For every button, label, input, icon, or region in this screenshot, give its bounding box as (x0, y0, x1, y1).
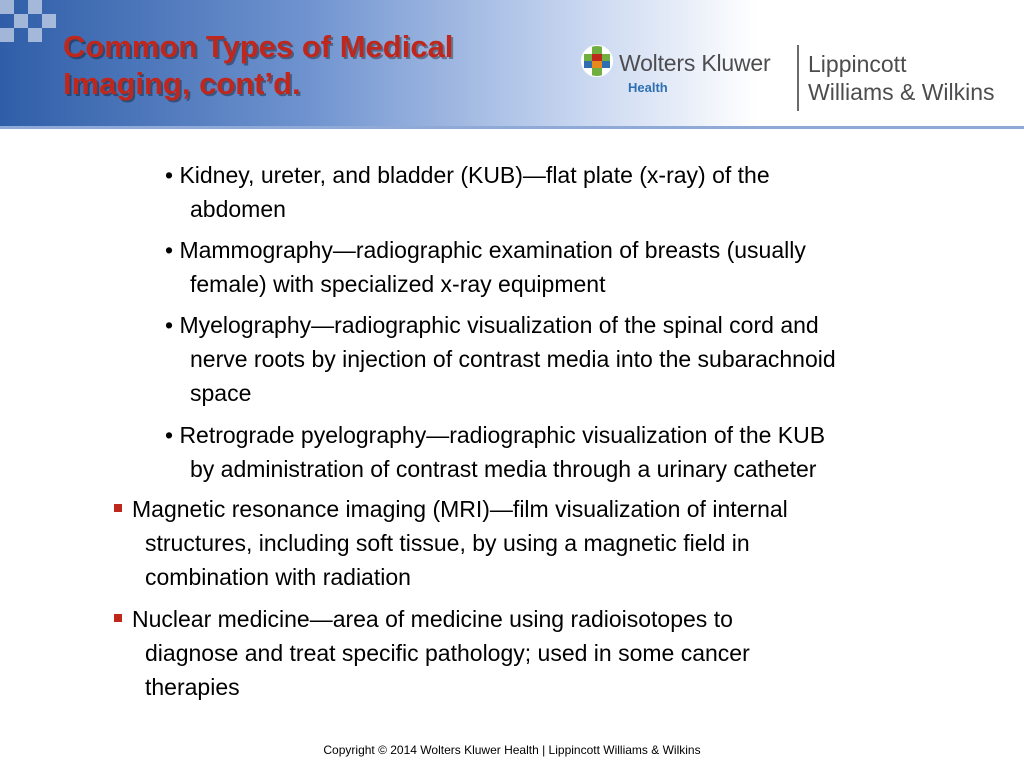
bullet-lead: • Mammography—radiographic examination of breasts (usually (165, 237, 806, 263)
bullet-continuation: nerve roots by injection of contrast media into the subarachnoid (190, 346, 836, 372)
header-decor-square (0, 28, 14, 42)
brand-name: Wolters Kluwer (619, 50, 771, 76)
bullet-item (165, 418, 1000, 486)
slide-title (63, 28, 453, 102)
bullet-item (165, 158, 1000, 226)
bullet-continuation: therapies (145, 674, 240, 700)
bullet-item (165, 308, 1000, 410)
bullet-lead: Magnetic resonance imaging (MRI)—film visualization of internal (132, 496, 788, 522)
partner-brand-line-2: Williams & Wilkins (808, 79, 995, 105)
header-decor-square (28, 0, 42, 14)
bullet-continuation: by administration of contrast media through a urinary catheter (190, 456, 817, 482)
partner-brand (808, 50, 995, 106)
square-bullet-icon (114, 504, 122, 512)
logo-divider (797, 45, 799, 111)
bullet-continuation: structures, including soft tissue, by using a magnetic field in (145, 530, 750, 556)
bullet-lead: Nuclear medicine—area of medicine using radioisotopes to (132, 606, 733, 632)
bullet-item (165, 233, 1000, 301)
brand-subtitle: Health (628, 80, 668, 95)
wolters-kluwer-globe-icon (581, 45, 613, 77)
header-decor-square (28, 28, 42, 42)
bullet-continuation: space (190, 380, 252, 406)
header-decor-square (42, 14, 56, 28)
bullet-continuation: female) with specialized x-ray equipment (190, 271, 606, 297)
partner-brand-line-1: Lippincott (808, 51, 907, 77)
bullet-lead: • Kidney, ureter, and bladder (KUB)—flat plate (x-ray) of the (165, 162, 770, 188)
header-decor-square (0, 0, 14, 14)
header-decor-square (14, 14, 28, 28)
bullet-item (114, 492, 994, 594)
bullet-continuation: combination with radiation (145, 564, 411, 590)
bullet-continuation: abdomen (190, 196, 286, 222)
bullet-lead: • Retrograde pyelography—radiographic visualization of the KUB (165, 422, 826, 448)
slide-title-line-2: Imaging, cont’d. (63, 66, 301, 101)
copyright-text: Copyright © 2014 Wolters Kluwer Health | Lippincott Williams & Wilkins (323, 743, 701, 757)
header-divider-line (0, 126, 1024, 129)
bullet-continuation: diagnose and treat specific pathology; used in some cancer (145, 640, 750, 666)
slide-footer (0, 743, 1024, 757)
bullet-item (114, 602, 994, 704)
bullet-lead: • Myelography—radiographic visualization of the spinal cord and (165, 312, 819, 338)
slide-title-line-1: Common Types of Medical (63, 29, 454, 64)
square-bullet-icon (114, 614, 122, 622)
